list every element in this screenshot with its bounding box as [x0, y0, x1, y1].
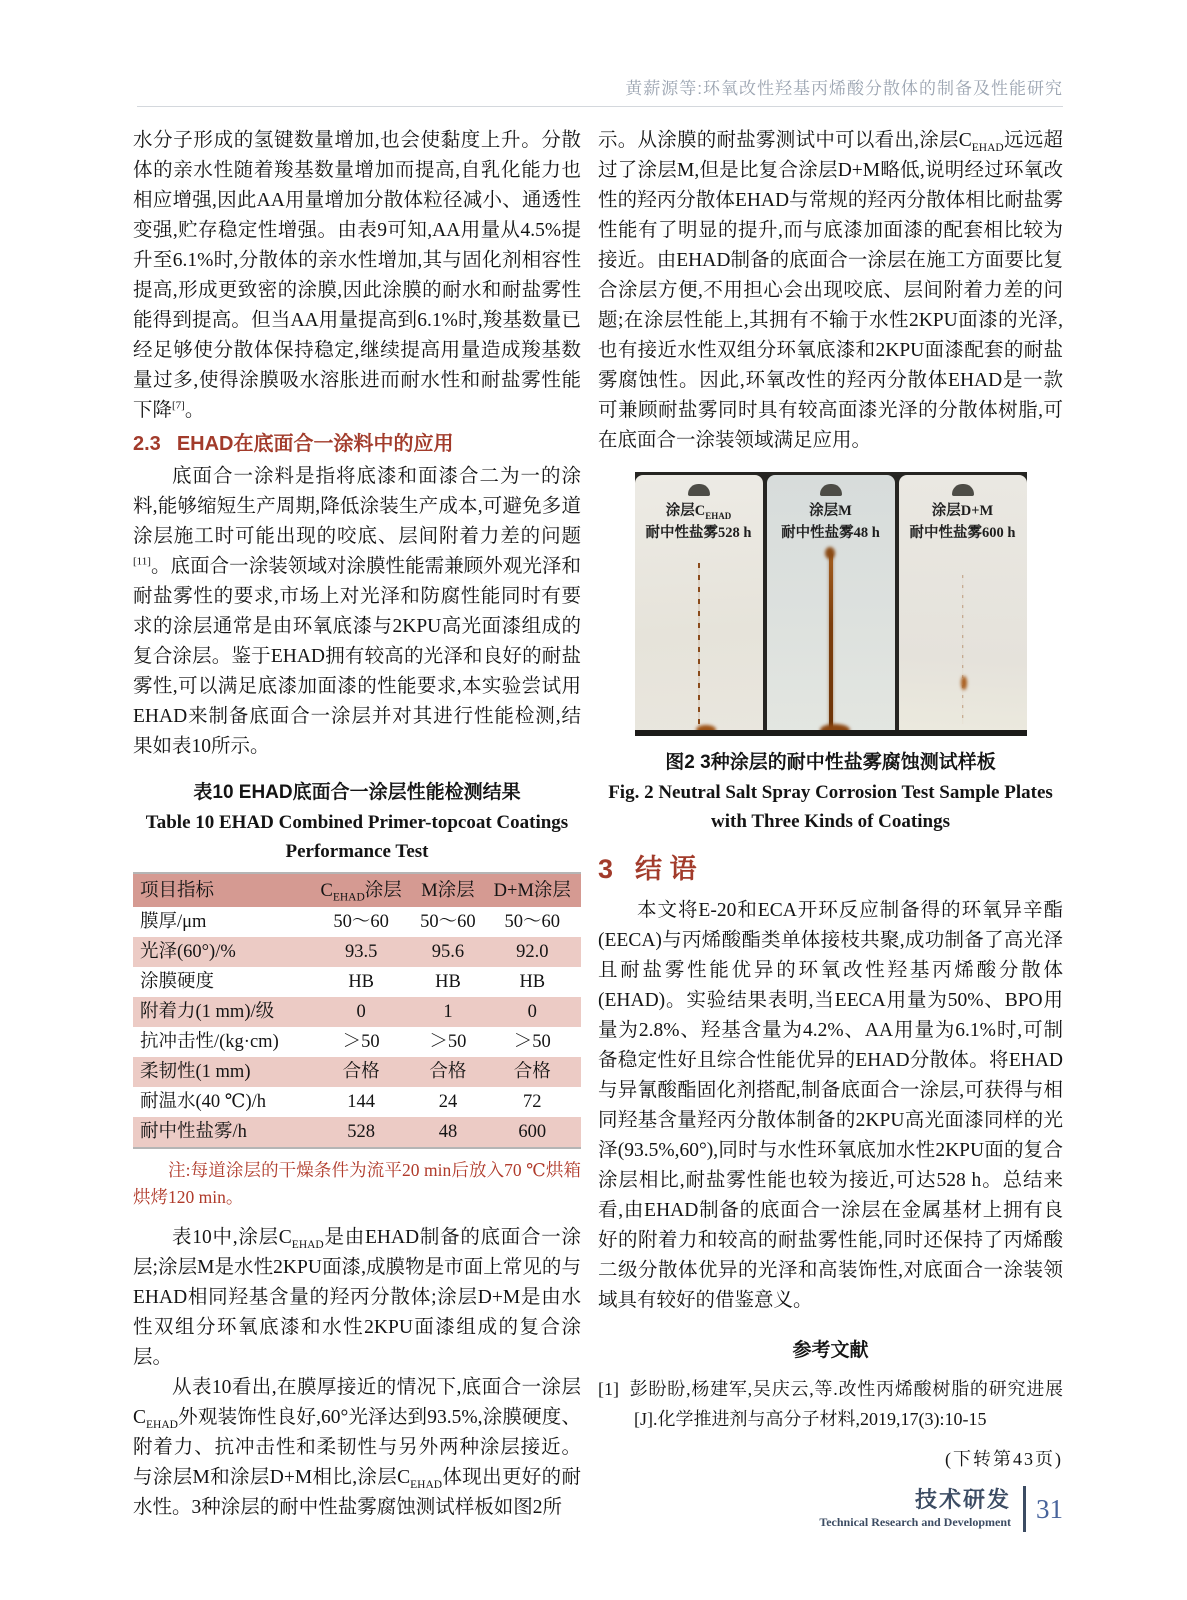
col-header-dm: D+M涂层: [493, 880, 571, 901]
footer-section-name: [819, 1488, 1011, 1530]
spacer: [133, 1211, 581, 1223]
sample-plate-m: [767, 475, 895, 736]
citation-ref-11: [11]: [133, 555, 151, 568]
table-row: 抗冲击性/(kg·cm) ＞50 ＞50 ＞50: [140, 1032, 551, 1052]
continued-on-page-note: (下转第43页): [945, 1449, 1063, 1469]
hanging-hole: [688, 484, 710, 496]
sample-plate-cehad: [635, 475, 763, 736]
section-3-heading: 3 结 语: [598, 854, 697, 884]
paragraph-salt-spray-discussion: 示。从涂膜的耐盐雾测试中可以看出,涂层$C_{EHAD}$远远超过了涂层M,但是比复合涂层D+M略低,说明经过环氧改性的羟丙分散体EHAD与常规的羟丙分散体相比耐盐雾性能有了明显的提升,而与底漆加面漆的配套相比较为接近。由EHAD制备的底面合一涂层在施工方面要比复合涂层方便,不用担心会出现咬底、层间附着力差的问题;在涂层性能上,其拥有不输于水性2KPU面漆的光泽,也有接近水性双组分环氧底漆和2KPU面漆配套的耐盐雾腐蚀性。因此,环氧改性的羟丙分散体EHAD是一款可兼顾耐盐雾同时具有较高面漆光泽的分散体树脂,可在底面合一涂装领域满足应用。: [598, 130, 1063, 451]
paragraph-conclusion: 本文将E-20和ECA开环反应制备得的环氧异辛酯(EECA)与丙烯酸酯类单体接枝共聚,成功制备了高光泽且耐盐雾性能优异的环氧改性羟基丙烯酸分散体(EHAD)。实验结果表明,当EECA用量为50%、BPO用量为2.8%、羟基含量为4.2%、AA用量为6.1%时,可制备稳定性好且综合性能优异的EHAD分散体。将EHAD与异氰酸酯固化剂搭配,制备底面合一涂层,可获得与相同羟基含量羟丙分散体制备的2KPU高光面漆同样的光泽(93.5%,60°),同时与水性环氧底加水性2KPU面的复合涂层相比,耐盐雾性能也较为接近,可达528 h。总结来看,由EHAD制备的底面合一涂层在金属基材上拥有良好的附着力和较高的耐盐雾性能,同时还保持了丙烯酸二级分散体优异的光泽和高装饰性,对底面合一涂装领域具有较好的借鉴意义。: [598, 900, 1063, 1311]
table10-title-en-line2: Performance Test: [285, 841, 429, 862]
section-2-3-heading: 2.3 EHAD在底面合一涂料中的应用: [133, 433, 454, 455]
figure2-photo: [635, 472, 1027, 736]
paragraph-coating-definitions: 表10中,涂层$C_{EHAD}$是由EHAD制备的底面合一涂层;涂层M是水性2KPU面漆,成膜物是市面上常见的与EHAD相同羟基含量的羟丙分散体;涂层D+M是由水性双组分环氧底漆和水性2KPU面漆组成的复合涂层。: [133, 1227, 581, 1368]
table-row: 膜厚/μm 50～60 50～60 50～60: [140, 912, 561, 932]
col-header-item: 项目指标: [140, 880, 215, 901]
table-header-row: [133, 873, 581, 907]
footer-section-zh: 技术研发: [914, 1487, 1011, 1512]
hanging-hole: [820, 484, 842, 496]
footer-section-en: Technical Research and Development: [819, 1515, 1011, 1529]
col-header-m: M涂层: [421, 880, 475, 901]
right-column: [598, 126, 1063, 1474]
table-row: 柔韧性(1 mm) 合格 合格 合格: [133, 1057, 581, 1087]
table10-title-zh: 表10 EHAD底面合一涂层性能检测结果: [193, 782, 521, 803]
plate-label: 涂层M 耐中性盐雾48 h: [781, 503, 880, 541]
table10-title-en-line1: Table 10 EHAD Combined Primer-topcoat Coatings: [145, 812, 569, 833]
plate-label: 涂层D+M 耐中性盐雾600 h: [909, 503, 1016, 541]
performance-table: [133, 872, 581, 1149]
hanging-hole: [952, 484, 974, 496]
rust-spot: [825, 547, 835, 559]
running-title: 黄薪源等:环氧改性羟基丙烯酸分散体的制备及性能研究: [625, 79, 1063, 98]
figure2-caption-en-line2: with Three Kinds of Coatings: [711, 811, 950, 832]
page-footer: [819, 1486, 1063, 1532]
references-heading: 参考文献: [792, 1340, 869, 1361]
photo-bottom-edge: [635, 730, 1027, 736]
table-row: 光泽(60°)/% 93.5 95.6 92.0: [133, 937, 581, 967]
table-row: 附着力(1 mm)/级 0 1 0: [133, 997, 581, 1027]
paragraph-table10-analysis: 从表10看出,在膜厚接近的情况下,底面合一涂层$C_{EHAD}$外观装饰性良好,60°光泽达到93.5%,涂膜硬度、附着力、抗冲击性和柔韧性与另外两种涂层接近。与涂层M和涂层D+M相比,涂层$C_{EHAD}$体现出更好的耐水性。3种涂层的耐中性盐雾腐蚀测试样板如图2所: [133, 1377, 581, 1518]
rust-spot: [961, 676, 967, 690]
figure2-caption-en-line1: Fig. 2 Neutral Salt Spray Corrosion Test Sample Plates: [608, 782, 1053, 803]
left-column: [133, 126, 581, 1523]
figure2-caption-zh: 图2 3种涂层的耐中性盐雾腐蚀测试样板: [665, 752, 996, 773]
header-rule: [137, 106, 1063, 107]
table-note: 注:每道涂层的干燥条件为流平20 min后放入70 ℃烘箱烘烤120 min。: [133, 1160, 581, 1207]
table-row: 耐温水(40 ℃)/h 144 24 72: [140, 1092, 542, 1112]
rust-streak: [829, 553, 833, 732]
col-header-cehad: $C_{EHAD}$涂层: [320, 880, 402, 904]
paragraph-aa-dosage: 水分子形成的氢键数量增加,也会使黏度上升。分散体的亲水性随着羧基数量增加而提高,自乳化能力也相应增强,因此AA用量增加分散体粒径减小、通透性变强,贮存稳定性增强。由表9可知,AA用量从4.5%提升至6.1%时,分散体的亲水性增加,其与固化剂相容性提高,形成更致密的涂膜,因此涂膜的耐水和耐盐雾性能得到提高。但当AA用量提高到6.1%时,羧基数量已经足够使分散体保持稳定,继续提高用量造成羧基数量过多,使得涂膜吸水溶胀进而耐水性和耐盐雾性能下降[7]。: [133, 130, 581, 421]
table-row: 耐中性盐雾/h 528 48 600: [133, 1117, 581, 1148]
reference-1: [1] 彭盼盼,杨建军,吴庆云,等.改性丙烯酸树脂的研究进展[J].化学推进剂与高分子材料,2019,17(3):10-15: [598, 1379, 1063, 1429]
footer-divider: [1023, 1486, 1026, 1532]
sample-plate-dm: [899, 475, 1027, 736]
rust-streak: [962, 575, 964, 724]
rust-streak: [698, 563, 700, 726]
paragraph-primer-topcoat-intro: 底面合一涂料是指将底漆和面漆合二为一的涂料,能够缩短生产周期,降低涂装生产成本,可避免多道涂层施工时可能出现的咬底、层间附着力差的问题[11]。底面合一涂装领域对涂膜性能需兼顾外观光泽和耐盐雾性的要求,市场上对光泽和防腐性能同时有要求的涂层通常是由环氧底漆与2KPU高光面漆组成的复合涂层。鉴于EHAD拥有较高的光泽和良好的耐盐雾性,可以满足底漆加面漆的性能要求,本实验尝试用EHAD来制备底面合一涂层并对其进行性能检测,结果如表10所示。: [133, 466, 581, 757]
table-row: 涂膜硬度 HB HB HB: [140, 972, 546, 992]
plate-label: 涂层$C_{EHAD}$ 耐中性盐雾528 h: [645, 503, 752, 541]
citation-ref-7: [7]: [172, 399, 185, 412]
page-number: 31: [1036, 1493, 1063, 1524]
